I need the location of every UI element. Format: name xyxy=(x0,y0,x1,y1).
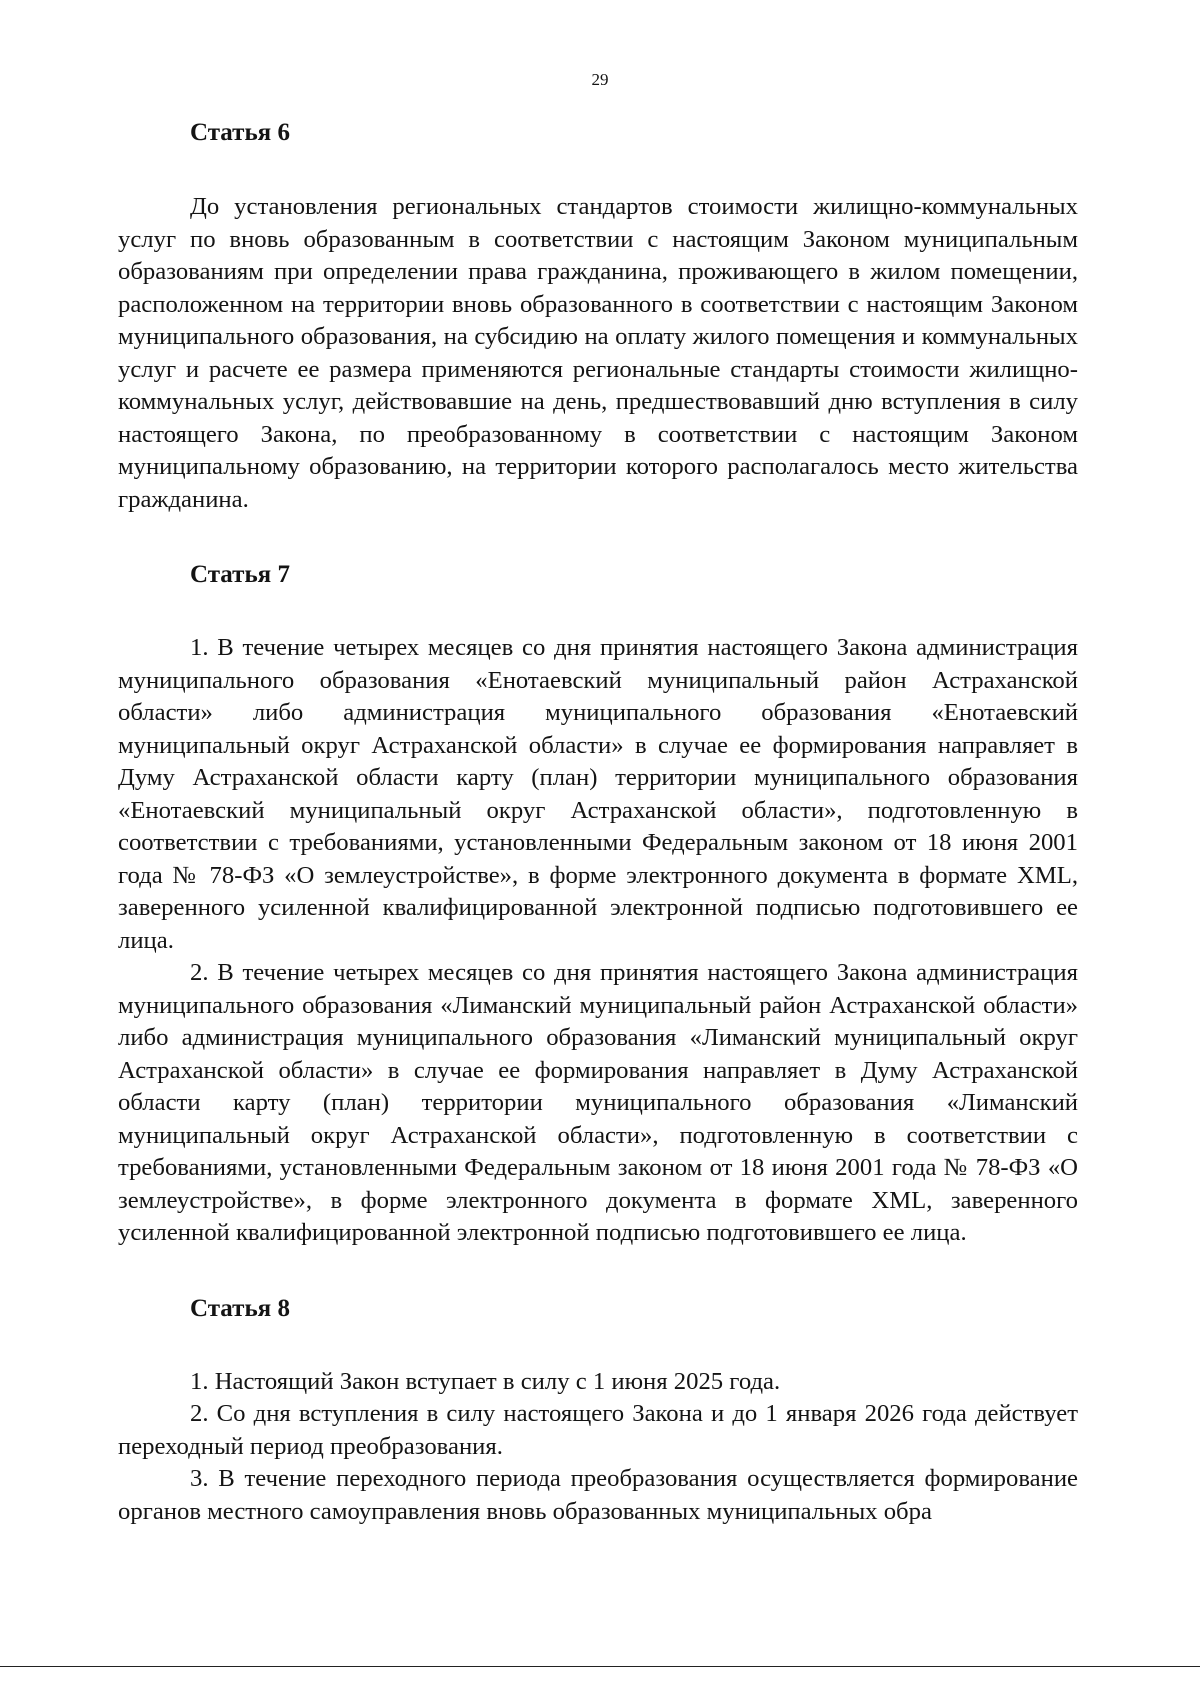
article-6-heading: Статья 6 xyxy=(190,119,290,146)
article-6-paragraph: До установления региональных стандартов стоимости жилищно-коммунальных услуг по вновь образованным в соответствии с настоящим Законом муниципальным образованиям при определении права гражданина, проживающего в жилом помещении, расположенном на территории вновь образованного в соответствии с настоящим Законом муниципального образования, на субсидию на оплату жилого помещения и коммунальных услуг и расчете ее размера применяются региональные стандарты стоимости жилищно-коммунальных услуг, действовавшие на день, предшествовавший дню вступления в силу настоящего Закона, по преобразованному в соответствии с настоящим Законом муниципальному образованию, на территории которого располагалось место жительства гражданина. xyxy=(118,193,1078,513)
article-7-paragraph-1: 1. В течение четырех месяцев со дня принятия настоящего Закона администрация муниципального образования «Енотаевский муниципальный район Астраханской области» либо администрация муниципального образования «Енотаевский муниципальный округ Астраханской области» в случае ее формирования направляет в Думу Астраханской области карту (план) территории муниципального образования «Енотаевский муниципальный округ Астраханской области», подготовленную в соответствии с требованиями, установленными Федеральным законом от 18 июня 2001 года № 78-ФЗ «О землеустройстве», в форме электронного документа в формате XML, заверенного усиленной квалифицированной электронной подписью подготовившего ее лица. xyxy=(118,634,1078,954)
bottom-rule xyxy=(0,1666,1200,1667)
page-number: 29 xyxy=(591,70,609,89)
article-8-heading: Статья 8 xyxy=(190,1294,290,1322)
article-8-paragraph-3: 3. В течение переходного периода преобразования осуществляется формирование органов местного самоуправления вновь образованных муниципальных обра xyxy=(118,1465,1078,1525)
article-7-heading: Статья 7 xyxy=(190,561,290,588)
document-body xyxy=(118,116,1078,1528)
article-8-paragraph-2: 2. Со дня вступления в силу настоящего Закона и до 1 января 2026 года действует переходный период преобразования. xyxy=(118,1400,1078,1460)
article-7-paragraph-2: 2. В течение четырех месяцев со дня принятия настоящего Закона администрация муниципального образования «Лиманский муниципальный район Астраханской области» либо администрация муниципального образования «Лиманский муниципальный округ Астраханской области» в случае ее формирования направляет в Думу Астраханской области карту (план) территории муниципального образования «Лиманский муниципальный округ Астраханской области», подготовленную в соответствии с требованиями, установленными Федеральным законом от 18 июня 2001 года № 78-ФЗ «О землеустройстве», в форме электронного документа в формате XML, заверенного усиленной квалифицированной электронной подписью подготовившего ее лица. xyxy=(118,959,1078,1246)
article-8-paragraph-1: 1. Настоящий Закон вступает в силу с 1 июня 2025 года. xyxy=(190,1367,781,1395)
